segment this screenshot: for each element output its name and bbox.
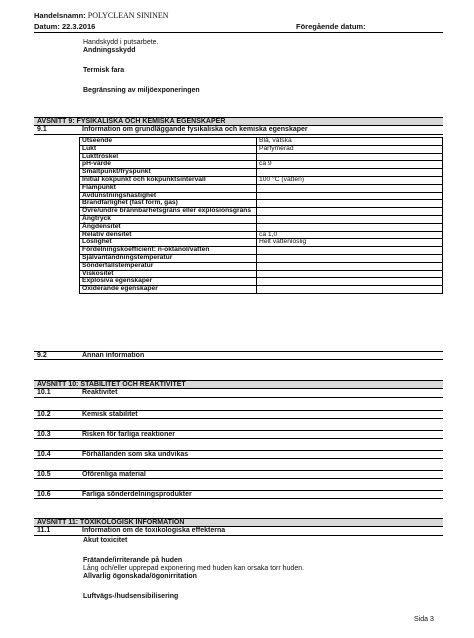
- section-10-item-label: Risken för farliga reaktioner: [82, 431, 175, 438]
- properties-table: [79, 137, 443, 294]
- property-name: Avdunstningshastighet: [80, 192, 257, 200]
- section-10-item-number: 10.5: [37, 471, 51, 478]
- property-value: [257, 192, 443, 200]
- property-row: [80, 215, 443, 223]
- top-line-3: Termisk fara: [83, 67, 125, 74]
- section-9-2-heading: [34, 351, 443, 360]
- section-11-1-number: 11.1: [37, 527, 51, 534]
- trade-name-line: [34, 11, 169, 20]
- prev-date-label: Föregående datum:: [296, 22, 366, 31]
- section-11-title: AVSNITT 11: TOXIKOLOGISK INFORMATION: [34, 518, 443, 527]
- property-value: [257, 200, 443, 208]
- property-value: [257, 270, 443, 278]
- section-10-item: [34, 410, 443, 419]
- section-10-item-number: 10.1: [37, 389, 51, 396]
- property-name: Relativ densitet: [80, 231, 257, 239]
- property-value: [257, 223, 443, 231]
- section-9-title: AVSNITT 9: FYSIKALISKA OCH KEMISKA EGENSKAPER: [34, 117, 443, 126]
- page-number: Sida 3: [414, 616, 434, 623]
- property-value: [257, 278, 443, 286]
- property-value: [257, 215, 443, 223]
- section-11-1-heading: [34, 527, 443, 536]
- prev-date-line: [296, 22, 366, 31]
- property-name: pH-värde: [80, 161, 257, 169]
- property-name: Utseende: [80, 138, 257, 146]
- property-name: Oxiderande egenskaper: [80, 286, 257, 294]
- skin-irritation-title: Frätande/irriterande på huden: [83, 557, 183, 564]
- property-name: Självantändningstemperatur: [80, 254, 257, 262]
- section-9-1-label: Information om grundläggande fysikaliska och kemiska egenskaper: [82, 126, 308, 133]
- property-name: Övre/undre brännbarhetsgräns eller explosionsgräns: [80, 208, 257, 216]
- property-name: Explosiva egenskaper: [80, 278, 257, 286]
- property-name: Flampunkt: [80, 184, 257, 192]
- property-name: Lukttröskel: [80, 153, 257, 161]
- property-row: [80, 223, 443, 231]
- property-value: [257, 254, 443, 262]
- section-9-2-label: Annan information: [82, 352, 145, 359]
- property-value: [257, 153, 443, 161]
- property-name: Sönderfallstemperatur: [80, 262, 257, 270]
- property-value: [257, 286, 443, 294]
- section-9-1-number: 9.1: [37, 126, 47, 133]
- property-value: [257, 247, 443, 255]
- property-value: ca 9: [257, 161, 443, 169]
- section-10-item: [34, 450, 443, 459]
- top-line-4: Begränsning av miljöexponeringen: [83, 87, 200, 94]
- property-value: [257, 184, 443, 192]
- property-row: [80, 184, 443, 192]
- property-name: Initial kokpunkt och kokpunktsintervall: [80, 176, 257, 184]
- property-value: ca 1,0: [257, 231, 443, 239]
- section-10-item-label: Oförenliga material: [82, 471, 146, 478]
- section-9-2-number: 9.2: [37, 352, 47, 359]
- date-line: [34, 22, 95, 31]
- section-10-item: [34, 490, 443, 499]
- section-9-1-heading: [34, 126, 443, 135]
- skin-irritation-text: Lång och/eller upprepad exponering med huden kan orsaka torr huden.: [83, 565, 305, 572]
- respiratory-sensitisation: Luftvägs-/hudsensibilisering: [83, 593, 179, 600]
- property-name: Brandfarlighet (fast form, gas): [80, 200, 257, 208]
- section-10-item-number: 10.6: [37, 491, 51, 498]
- date-label: Datum:: [34, 22, 60, 31]
- property-row: [80, 286, 443, 294]
- property-name: Lukt: [80, 145, 257, 153]
- property-row: [80, 176, 443, 184]
- property-value: 100 °C (vatten): [257, 176, 443, 184]
- section-10-item: [34, 389, 443, 398]
- property-name: Ångtryck: [80, 215, 257, 223]
- date-value: 22.3.2016: [61, 22, 96, 31]
- property-row: [80, 262, 443, 270]
- section-10-item-label: Farliga sönderdelningsprodukter: [82, 491, 192, 498]
- property-value: [257, 262, 443, 270]
- property-name: Smältpunkt/fryspunkt: [80, 169, 257, 177]
- section-10-item: [34, 430, 443, 439]
- header-divider: [34, 32, 443, 33]
- trade-name: POLYCLEAN SININEN: [87, 11, 169, 20]
- property-value: Blå, vätska: [257, 138, 443, 146]
- section-10-item-number: 10.4: [37, 451, 51, 458]
- section-10-item-number: 10.3: [37, 431, 51, 438]
- property-row: [80, 145, 443, 153]
- section-10-item-label: Förhållanden som ska undvikas: [82, 451, 189, 458]
- eye-damage: Allvarlig ögonskada/ögonirritation: [83, 573, 197, 580]
- property-value: [257, 208, 443, 216]
- section-10-item-label: Reaktivitet: [82, 389, 118, 396]
- trade-name-label: Handelsnamn:: [34, 11, 86, 20]
- property-value: Helt vattenlöslig: [257, 239, 443, 247]
- top-line-1: Handskydd i putsarbete.: [83, 39, 159, 46]
- section-10-title: AVSNITT 10: STABILITET OCH REAKTIVITET: [34, 380, 443, 389]
- section-10-item-number: 10.2: [37, 411, 51, 418]
- property-value: Parfymerad: [257, 145, 443, 153]
- property-name: Viskositet: [80, 270, 257, 278]
- section-10-item: [34, 470, 443, 479]
- property-name: Löslighet: [80, 239, 257, 247]
- property-name: Fördelningskoefficient: n-oktanol/vatten: [80, 247, 257, 255]
- property-row: [80, 208, 443, 216]
- section-11-1-label: Information om de toxikologiska effekterna: [82, 527, 226, 534]
- property-name: Ångdensitet: [80, 223, 257, 231]
- top-line-2: Andningsskydd: [83, 47, 136, 54]
- section-10-item-label: Kemisk stabilitet: [82, 411, 138, 418]
- acute-toxicity: Akut toxicitet: [83, 537, 128, 544]
